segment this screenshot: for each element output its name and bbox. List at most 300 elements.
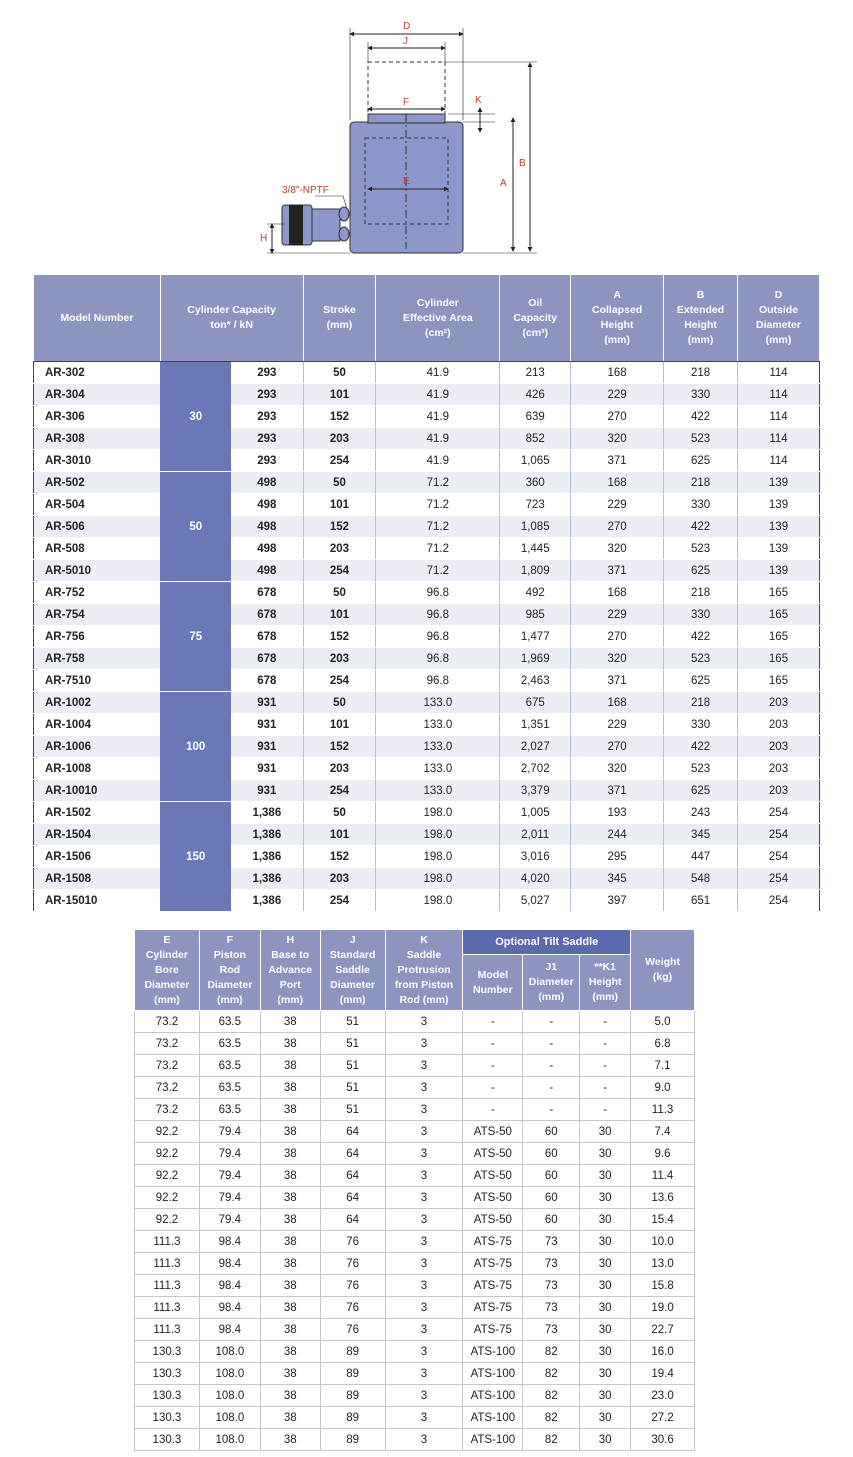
piston-rod-diameter: 98.4 — [199, 1253, 260, 1275]
effective-area: 96.8 — [376, 670, 500, 692]
saddle-protrusion: 3 — [385, 1341, 463, 1363]
outside-diameter: 254 — [738, 824, 820, 846]
capacity-kn: 293 — [231, 450, 303, 472]
capacity-kn: 678 — [231, 670, 303, 692]
bore-diameter: 92.2 — [135, 1209, 200, 1231]
capacity-kn: 678 — [231, 582, 303, 604]
saddle-protrusion: 3 — [385, 1187, 463, 1209]
oil-capacity: 675 — [500, 692, 571, 714]
header-line: Advance — [268, 963, 313, 976]
tilt-saddle-model: ATS-100 — [463, 1385, 523, 1407]
saddle-protrusion: 3 — [385, 1407, 463, 1429]
tilt-saddle-k1: 30 — [580, 1297, 631, 1319]
effective-area: 198.0 — [376, 846, 500, 868]
bore-diameter: 92.2 — [135, 1121, 200, 1143]
weight: 9.0 — [631, 1077, 695, 1099]
model-number: AR-758 — [34, 648, 161, 670]
header-line: Cylinder — [145, 948, 188, 961]
tilt-saddle-j1: 82 — [523, 1341, 580, 1363]
header-line: Weight — [645, 956, 680, 968]
capacity-kn: 931 — [231, 780, 303, 802]
label-k: K — [475, 95, 482, 106]
tilt-saddle-k1: 30 — [580, 1319, 631, 1341]
table-row — [135, 1077, 695, 1099]
stroke-value: 203 — [303, 868, 376, 890]
extended-height: 330 — [664, 604, 738, 626]
bore-diameter: 73.2 — [135, 1099, 200, 1121]
table-row — [34, 692, 820, 714]
collapsed-height: 371 — [571, 670, 664, 692]
table-row — [34, 802, 820, 824]
label-j: J — [403, 36, 408, 47]
bore-diameter: 111.3 — [135, 1231, 200, 1253]
tilt-saddle-j1: 82 — [523, 1385, 580, 1407]
weight: 15.4 — [631, 1209, 695, 1231]
extended-height: 345 — [664, 824, 738, 846]
stroke-value: 101 — [303, 714, 376, 736]
bore-diameter: 111.3 — [135, 1319, 200, 1341]
table-row — [34, 758, 820, 780]
tilt-saddle-k1: 30 — [580, 1143, 631, 1165]
saddle-protrusion: 3 — [385, 1209, 463, 1231]
header-line: B — [696, 289, 705, 301]
advance-port-height: 38 — [260, 1275, 320, 1297]
header-line: (mm) — [687, 334, 714, 346]
header-line: Diameter — [756, 319, 801, 331]
stroke-value: 50 — [303, 362, 376, 384]
bore-diameter: 130.3 — [135, 1407, 200, 1429]
saddle-protrusion: 3 — [385, 1099, 463, 1121]
header-line: Bore — [154, 963, 179, 976]
stroke-value: 203 — [303, 428, 376, 450]
stroke-value: 152 — [303, 846, 376, 868]
weight: 11.4 — [631, 1165, 695, 1187]
oil-capacity: 1,351 — [500, 714, 571, 736]
piston-rod-diameter: 98.4 — [199, 1319, 260, 1341]
oil-capacity: 1,065 — [500, 450, 571, 472]
tilt-saddle-k1: - — [580, 1099, 631, 1121]
outside-diameter: 254 — [738, 802, 820, 824]
stroke-value: 50 — [303, 472, 376, 494]
piston-rod-diameter: 79.4 — [199, 1143, 260, 1165]
outside-diameter: 114 — [738, 406, 820, 428]
advance-port-height: 38 — [260, 1407, 320, 1429]
saddle-diameter: 89 — [320, 1385, 385, 1407]
table-row — [135, 1033, 695, 1055]
tilt-saddle-j1: 82 — [523, 1429, 580, 1451]
saddle-diameter: 76 — [320, 1319, 385, 1341]
collapsed-height: 397 — [571, 890, 664, 912]
header-area — [376, 275, 500, 362]
tilt-saddle-model: ATS-100 — [463, 1341, 523, 1363]
model-number: AR-302 — [34, 362, 161, 384]
piston-rod-diameter: 63.5 — [199, 1055, 260, 1077]
capacity-kn: 498 — [231, 560, 303, 582]
collapsed-height: 371 — [571, 450, 664, 472]
table-row — [34, 428, 820, 450]
header-k — [385, 930, 463, 1011]
effective-area: 41.9 — [376, 384, 500, 406]
effective-area: 41.9 — [376, 450, 500, 472]
extended-height: 330 — [664, 494, 738, 516]
capacity-kn: 931 — [231, 714, 303, 736]
capacity-kn: 1,386 — [231, 824, 303, 846]
header-line: H — [286, 933, 295, 946]
header-line: E — [163, 933, 171, 946]
capacity-ton: 100 — [160, 692, 231, 802]
effective-area: 133.0 — [376, 692, 500, 714]
extended-height: 651 — [664, 890, 738, 912]
tilt-saddle-model: - — [463, 1099, 523, 1121]
advance-port-height: 38 — [260, 1253, 320, 1275]
capacity-ton: 75 — [160, 582, 231, 692]
saddle-protrusion: 3 — [385, 1143, 463, 1165]
tilt-saddle-model: ATS-75 — [463, 1253, 523, 1275]
header-line: (mm) — [326, 319, 353, 331]
outside-diameter: 139 — [738, 472, 820, 494]
outside-diameter: 114 — [738, 384, 820, 406]
capacity-ton: 30 — [160, 362, 231, 472]
header-b — [664, 275, 738, 362]
tilt-saddle-k1: 30 — [580, 1275, 631, 1297]
tilt-saddle-k1: 30 — [580, 1429, 631, 1451]
piston-rod-diameter: 63.5 — [199, 1033, 260, 1055]
tilt-saddle-model: ATS-100 — [463, 1363, 523, 1385]
header-line: Cylinder — [416, 296, 459, 309]
cylinder-spec-table — [33, 274, 820, 912]
oil-capacity: 1,477 — [500, 626, 571, 648]
weight: 23.0 — [631, 1385, 695, 1407]
header-line: J1 — [545, 961, 558, 973]
effective-area: 96.8 — [376, 604, 500, 626]
header-j1 — [523, 955, 580, 1011]
tilt-saddle-j1: 73 — [523, 1253, 580, 1275]
model-number: AR-10010 — [34, 780, 161, 802]
collapsed-height: 345 — [571, 868, 664, 890]
saddle-diameter: 76 — [320, 1275, 385, 1297]
tilt-saddle-k1: - — [580, 1033, 631, 1055]
tilt-saddle-k1: 30 — [580, 1385, 631, 1407]
label-b: B — [519, 158, 526, 169]
label-port: 3/8"-NPTF — [282, 185, 329, 196]
tilt-saddle-j1: 82 — [523, 1363, 580, 1385]
advance-port-height: 38 — [260, 1187, 320, 1209]
weight: 9.6 — [631, 1143, 695, 1165]
extended-height: 625 — [664, 780, 738, 802]
table-row — [34, 824, 820, 846]
table-row — [34, 714, 820, 736]
model-number: AR-504 — [34, 494, 161, 516]
collapsed-height: 168 — [571, 472, 664, 494]
advance-port-height: 38 — [260, 1385, 320, 1407]
bore-diameter: 111.3 — [135, 1275, 200, 1297]
collapsed-height: 320 — [571, 538, 664, 560]
tilt-saddle-k1: 30 — [580, 1341, 631, 1363]
piston-rod-diameter: 79.4 — [199, 1209, 260, 1231]
capacity-kn: 293 — [231, 362, 303, 384]
tilt-saddle-j1: 60 — [523, 1187, 580, 1209]
advance-port-height: 38 — [260, 1363, 320, 1385]
effective-area: 96.8 — [376, 626, 500, 648]
cylinder-dimension-diagram — [255, 14, 555, 264]
header-a — [571, 275, 664, 362]
piston-rod-diameter: 98.4 — [199, 1297, 260, 1319]
extended-height: 625 — [664, 560, 738, 582]
stroke-value: 152 — [303, 406, 376, 428]
saddle-protrusion: 3 — [385, 1077, 463, 1099]
table-row — [135, 1275, 695, 1297]
extended-height: 218 — [664, 362, 738, 384]
collapsed-height: 168 — [571, 362, 664, 384]
bore-diameter: 92.2 — [135, 1143, 200, 1165]
oil-capacity: 2,702 — [500, 758, 571, 780]
weight: 27.2 — [631, 1407, 695, 1429]
header-line: Capacity — [513, 311, 558, 324]
tilt-saddle-k1: 30 — [580, 1187, 631, 1209]
saddle-diameter: 64 — [320, 1143, 385, 1165]
saddle-protrusion: 3 — [385, 1297, 463, 1319]
piston-rod-diameter: 108.0 — [199, 1407, 260, 1429]
capacity-kn: 931 — [231, 736, 303, 758]
collapsed-height: 270 — [571, 516, 664, 538]
header-line: Number — [473, 983, 513, 996]
tilt-saddle-model: ATS-50 — [463, 1165, 523, 1187]
stroke-value: 203 — [303, 758, 376, 780]
capacity-kn: 498 — [231, 516, 303, 538]
label-f: F — [403, 97, 410, 108]
header-line: Cylinder Capacity — [187, 304, 276, 316]
tilt-saddle-j1: - — [523, 1033, 580, 1055]
model-number: AR-1002 — [34, 692, 161, 714]
stroke-value: 254 — [303, 780, 376, 802]
header-line: (mm) — [339, 993, 366, 1006]
table-row — [34, 472, 820, 494]
capacity-kn: 293 — [231, 428, 303, 450]
tilt-saddle-k1: 30 — [580, 1407, 631, 1429]
piston-rod-diameter: 63.5 — [199, 1077, 260, 1099]
collapsed-height: 229 — [571, 604, 664, 626]
extended-height: 523 — [664, 648, 738, 670]
stroke-value: 50 — [303, 802, 376, 824]
collapsed-height: 168 — [571, 692, 664, 714]
tilt-saddle-k1: - — [580, 1077, 631, 1099]
collapsed-height: 371 — [571, 780, 664, 802]
header-optional-tilt-saddle: Optional Tilt Saddle — [463, 930, 631, 955]
dimension-spec-table — [134, 929, 695, 1451]
table-row — [135, 1297, 695, 1319]
tilt-saddle-model: ATS-50 — [463, 1187, 523, 1209]
header-line: Model — [477, 968, 509, 981]
bore-diameter: 111.3 — [135, 1253, 200, 1275]
saddle-protrusion: 3 — [385, 1033, 463, 1055]
collapsed-height: 270 — [571, 736, 664, 758]
oil-capacity: 213 — [500, 362, 571, 384]
table-row — [34, 604, 820, 626]
extended-height: 548 — [664, 868, 738, 890]
header-stroke — [303, 275, 376, 362]
advance-port-height: 38 — [260, 1319, 320, 1341]
capacity-kn: 1,386 — [231, 868, 303, 890]
oil-capacity: 4,020 — [500, 868, 571, 890]
oil-capacity: 1,085 — [500, 516, 571, 538]
table-row — [135, 1231, 695, 1253]
advance-port-height: 38 — [260, 1341, 320, 1363]
oil-capacity: 3,016 — [500, 846, 571, 868]
oil-capacity: 723 — [500, 494, 571, 516]
model-number: AR-1504 — [34, 824, 161, 846]
extended-height: 447 — [664, 846, 738, 868]
capacity-kn: 293 — [231, 406, 303, 428]
header-line: (mm) — [216, 993, 243, 1006]
header-d — [738, 275, 820, 362]
table-row — [34, 780, 820, 802]
tilt-saddle-model: ATS-75 — [463, 1275, 523, 1297]
tilt-saddle-model: ATS-100 — [463, 1429, 523, 1451]
tilt-saddle-model: - — [463, 1077, 523, 1099]
outside-diameter: 139 — [738, 516, 820, 538]
tilt-saddle-k1: - — [580, 1055, 631, 1077]
piston-rod-diameter: 108.0 — [199, 1429, 260, 1451]
header-oil — [500, 275, 571, 362]
outside-diameter: 203 — [738, 758, 820, 780]
tilt-saddle-model: ATS-75 — [463, 1319, 523, 1341]
oil-capacity: 360 — [500, 472, 571, 494]
header-line: Standard — [329, 948, 376, 961]
header-line: (mm) — [604, 334, 630, 346]
table-row — [135, 1055, 695, 1077]
oil-capacity: 852 — [500, 428, 571, 450]
weight: 22.7 — [631, 1319, 695, 1341]
oil-capacity: 639 — [500, 406, 571, 428]
capacity-kn: 931 — [231, 758, 303, 780]
header-model: Model Number — [34, 275, 161, 362]
collapsed-height: 320 — [571, 428, 664, 450]
tilt-saddle-k1: 30 — [580, 1209, 631, 1231]
model-number: AR-15010 — [34, 890, 161, 912]
piston-rod-diameter: 79.4 — [199, 1121, 260, 1143]
saddle-protrusion: 3 — [385, 1253, 463, 1275]
weight: 30.6 — [631, 1429, 695, 1451]
extended-height: 218 — [664, 692, 738, 714]
effective-area: 96.8 — [376, 648, 500, 670]
oil-capacity: 5,027 — [500, 890, 571, 912]
advance-port-height: 38 — [260, 1099, 320, 1121]
tilt-saddle-k1: 30 — [580, 1253, 631, 1275]
advance-port-height: 38 — [260, 1011, 320, 1033]
tilt-saddle-j1: 73 — [523, 1297, 580, 1319]
header-line: (mm) — [154, 993, 180, 1006]
saddle-diameter: 51 — [320, 1099, 385, 1121]
collapsed-height: 229 — [571, 494, 664, 516]
header-line: (mm) — [538, 991, 565, 1003]
extended-saddle-outline — [368, 62, 445, 122]
bore-diameter: 73.2 — [135, 1077, 200, 1099]
advance-port-height: 38 — [260, 1077, 320, 1099]
oil-capacity: 1,005 — [500, 802, 571, 824]
bore-diameter: 111.3 — [135, 1297, 200, 1319]
table-row — [34, 406, 820, 428]
effective-area: 71.2 — [376, 516, 500, 538]
extended-height: 625 — [664, 450, 738, 472]
piston-rod-diameter: 98.4 — [199, 1231, 260, 1253]
header-f — [199, 930, 260, 1011]
header-saddle-model — [463, 955, 523, 1011]
tilt-saddle-model: - — [463, 1011, 523, 1033]
tilt-saddle-k1: 30 — [580, 1121, 631, 1143]
saddle-diameter: 51 — [320, 1011, 385, 1033]
outside-diameter: 114 — [738, 450, 820, 472]
extended-height: 422 — [664, 406, 738, 428]
header-line: Protrusion — [397, 963, 451, 976]
saddle-protrusion: 3 — [385, 1011, 463, 1033]
tilt-saddle-j1: 73 — [523, 1319, 580, 1341]
tilt-saddle-k1: 30 — [580, 1165, 631, 1187]
outside-diameter: 114 — [738, 428, 820, 450]
table-row — [34, 538, 820, 560]
advance-port-height: 38 — [260, 1165, 320, 1187]
outside-diameter: 139 — [738, 560, 820, 582]
header-line: Diameter — [528, 976, 574, 988]
collapsed-height: 371 — [571, 560, 664, 582]
weight: 13.0 — [631, 1253, 695, 1275]
extended-height: 218 — [664, 472, 738, 494]
table-row — [34, 670, 820, 692]
oil-capacity: 2,463 — [500, 670, 571, 692]
saddle-diameter: 76 — [320, 1297, 385, 1319]
table-row — [135, 1429, 695, 1451]
table-row — [135, 1187, 695, 1209]
weight: 13.6 — [631, 1187, 695, 1209]
saddle-diameter: 89 — [320, 1341, 385, 1363]
capacity-kn: 293 — [231, 384, 303, 406]
tilt-saddle-j1: 73 — [523, 1275, 580, 1297]
outside-diameter: 139 — [738, 494, 820, 516]
outside-diameter: 203 — [738, 736, 820, 758]
model-number: AR-7510 — [34, 670, 161, 692]
extended-height: 422 — [664, 736, 738, 758]
capacity-kn: 1,386 — [231, 890, 303, 912]
collapsed-height: 168 — [571, 582, 664, 604]
effective-area: 198.0 — [376, 802, 500, 824]
model-number: AR-1006 — [34, 736, 161, 758]
table-row — [34, 582, 820, 604]
extended-height: 330 — [664, 714, 738, 736]
capacity-kn: 678 — [231, 648, 303, 670]
piston-rod-diameter: 79.4 — [199, 1187, 260, 1209]
advance-port-height: 38 — [260, 1033, 320, 1055]
saddle-protrusion: 3 — [385, 1121, 463, 1143]
extended-height: 625 — [664, 670, 738, 692]
oil-capacity: 1,969 — [500, 648, 571, 670]
effective-area: 198.0 — [376, 824, 500, 846]
stroke-value: 50 — [303, 582, 376, 604]
header-line: Oil — [528, 296, 543, 309]
model-number: AR-306 — [34, 406, 161, 428]
advance-port-height: 38 — [260, 1121, 320, 1143]
table-row — [34, 890, 820, 912]
saddle-diameter: 89 — [320, 1429, 385, 1451]
model-number: AR-304 — [34, 384, 161, 406]
weight: 7.1 — [631, 1055, 695, 1077]
tilt-saddle-j1: 73 — [523, 1231, 580, 1253]
model-number: AR-1508 — [34, 868, 161, 890]
oil-capacity: 1,445 — [500, 538, 571, 560]
outside-diameter: 165 — [738, 648, 820, 670]
collapsed-height: 229 — [571, 384, 664, 406]
stroke-value: 101 — [303, 824, 376, 846]
bore-diameter: 130.3 — [135, 1363, 200, 1385]
extended-height: 218 — [664, 582, 738, 604]
